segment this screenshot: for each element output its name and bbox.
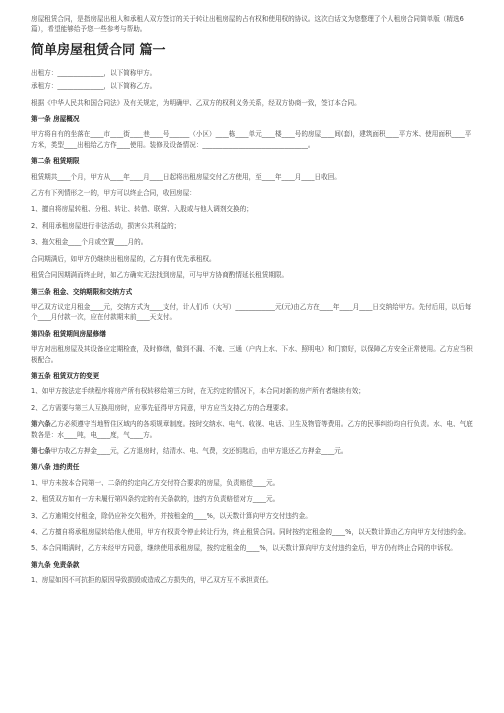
section-paragraph: 1、如甲方按法定手续程序将房产所有权转移给第三方时，在无约定的情况下，本合同对新的房产所有者继续有效； — [31, 387, 365, 396]
section-paragraph: 4、乙方擅自将承租房屋转给他人使用，甲方有权责令停止转让行为，终止租赁合同。同时按约定租金的____%，以天数计算由乙方向甲方支付违约金。 — [31, 528, 471, 536]
section-paragraph: 租赁合同因期满而终止时，如乙方确实无法找到房屋，可与甲方协商酌情延长租赁期限。 — [31, 271, 289, 280]
section-paragraph: 2、租赁双方如有一方未履行第四条约定的有关条款的，违约方负责赔偿对方____元。 — [31, 495, 280, 504]
document-title: 简单房屋租赁合同 篇一 — [31, 42, 166, 58]
lessee-line: 承租方：______________，以下简称乙方。 — [31, 82, 157, 91]
section-heading: 第七条 — [31, 446, 51, 455]
section-paragraph: 3、拖欠租金____个月或空置____月的。 — [31, 238, 148, 247]
section-heading: 第二条 租赁期限 — [31, 157, 80, 166]
section-paragraph: 1、房屋如因不可抗拒的原因导致损毁或造成乙方损失的，甲乙双方互不承担责任。 — [31, 576, 273, 585]
section-text: 甲方收乙方押金____元，乙方退房时，结清水、电、气费，交还钥匙后，由甲方退还乙方押金____元。 — [50, 446, 348, 455]
section-heading: 第八条 违约责任 — [31, 463, 80, 472]
section-inline-paragraph — [31, 446, 476, 456]
section-paragraph: 1、擅自将房屋转租、分租、转让、转借、联营、入股或与他人调剂交换的； — [31, 205, 253, 214]
section-heading: 第六条 — [31, 420, 51, 429]
section-paragraph: 5、本合同期满时，乙方未经甲方同意，继续使用承租房屋，按约定租金的____%，以天数计算向甲方支付违约金后，甲方仍有终止合同的申诉权。 — [31, 544, 457, 553]
section-heading: 第一条 房屋概况 — [31, 115, 80, 124]
section-paragraph: 甲乙双方议定月租金____元，交纳方式为____支付，计人们币（大写）____________元(元)由乙方在____年____月____日交纳给甲方。先付后用，以后每个____月付款一次，应在付款期末前____天支付。 — [31, 302, 472, 322]
preamble: 根据《中华人民共和国合同法》及有关规定，为明确甲、乙双方的权利义务关系，经双方协商一致，签订本合同。 — [31, 98, 361, 107]
section-paragraph: 2、利用承租房屋进行非法活动，损害公共利益的； — [31, 221, 181, 230]
section-paragraph: 3、乙方逾期交付租金，除仍应补交欠租外，并按租金的____%，以天数计算向甲方交付违约金。 — [31, 511, 312, 520]
section-paragraph: 甲方对出租房屋及其设备应定期检查，及时修缮，做到不漏、不淹、三通（户内上水、下水、照明电）和门窗好，以保障乙方安全正常使用。乙方应当积极配合。 — [31, 345, 473, 364]
section-paragraph: 2、乙方需要与第三人互换用房时，应事先征得甲方同意，甲方应当支持乙方的合理要求。 — [31, 403, 293, 412]
section-paragraph: 乙方有下列情形之一的，甲方可以终止合同，收回房屋： — [31, 189, 196, 198]
section-text: 乙方必须遵守当地暂住区域内的各项规章制度。按时交纳水、电气、收视、电话、卫生及物管等费用。乙方的民事纠纷均自行负责。水、电、气底数各是：水____吨，电____度，气____方。 — [31, 420, 473, 439]
section-heading: 第九条 免责条款 — [31, 560, 80, 569]
section-heading: 第四条 租赁期间房屋修缮 — [31, 329, 106, 338]
section-heading: 第五条 租赁双方的变更 — [31, 371, 100, 380]
section-paragraph: 甲方将自有的坐落在____市____街____巷____号______（小区）____栋____单元____楼____号的房屋____间(套)，建筑面积____平方米、使用面积____平方米，类型____出租给乙方作____使用。装修及设备情况：________________________________。 — [31, 130, 472, 149]
lessor-line: 出租方：______________，以下简称甲方。 — [31, 68, 157, 77]
intro-paragraph: 房屋租赁合同，是指房屋出租人和承租人双方签订的关于转让出租房屋的占有权和使用权的协议。这次白话文为您整理了个人租房合同简单版（精选6篇），希望能够给予您一些参考与帮助。 — [31, 15, 464, 34]
section-paragraph: 租赁期共____个月，甲方从____年____月____日起将出租房屋交付乙方使用，至____年____月____日收回。 — [31, 172, 341, 181]
section-heading: 第三条 租金、交纳期限和交纳方式 — [31, 287, 133, 296]
section-paragraph: 1、甲方未按本合同第一、二条的约定向乙方交付符合要求的房屋，负责赔偿____元。 — [31, 478, 280, 487]
section-paragraph: 合同期满后，如甲方仍继续出租房屋的，乙方拥有优先承租权。 — [31, 254, 216, 263]
section-inline-paragraph — [31, 419, 476, 440]
